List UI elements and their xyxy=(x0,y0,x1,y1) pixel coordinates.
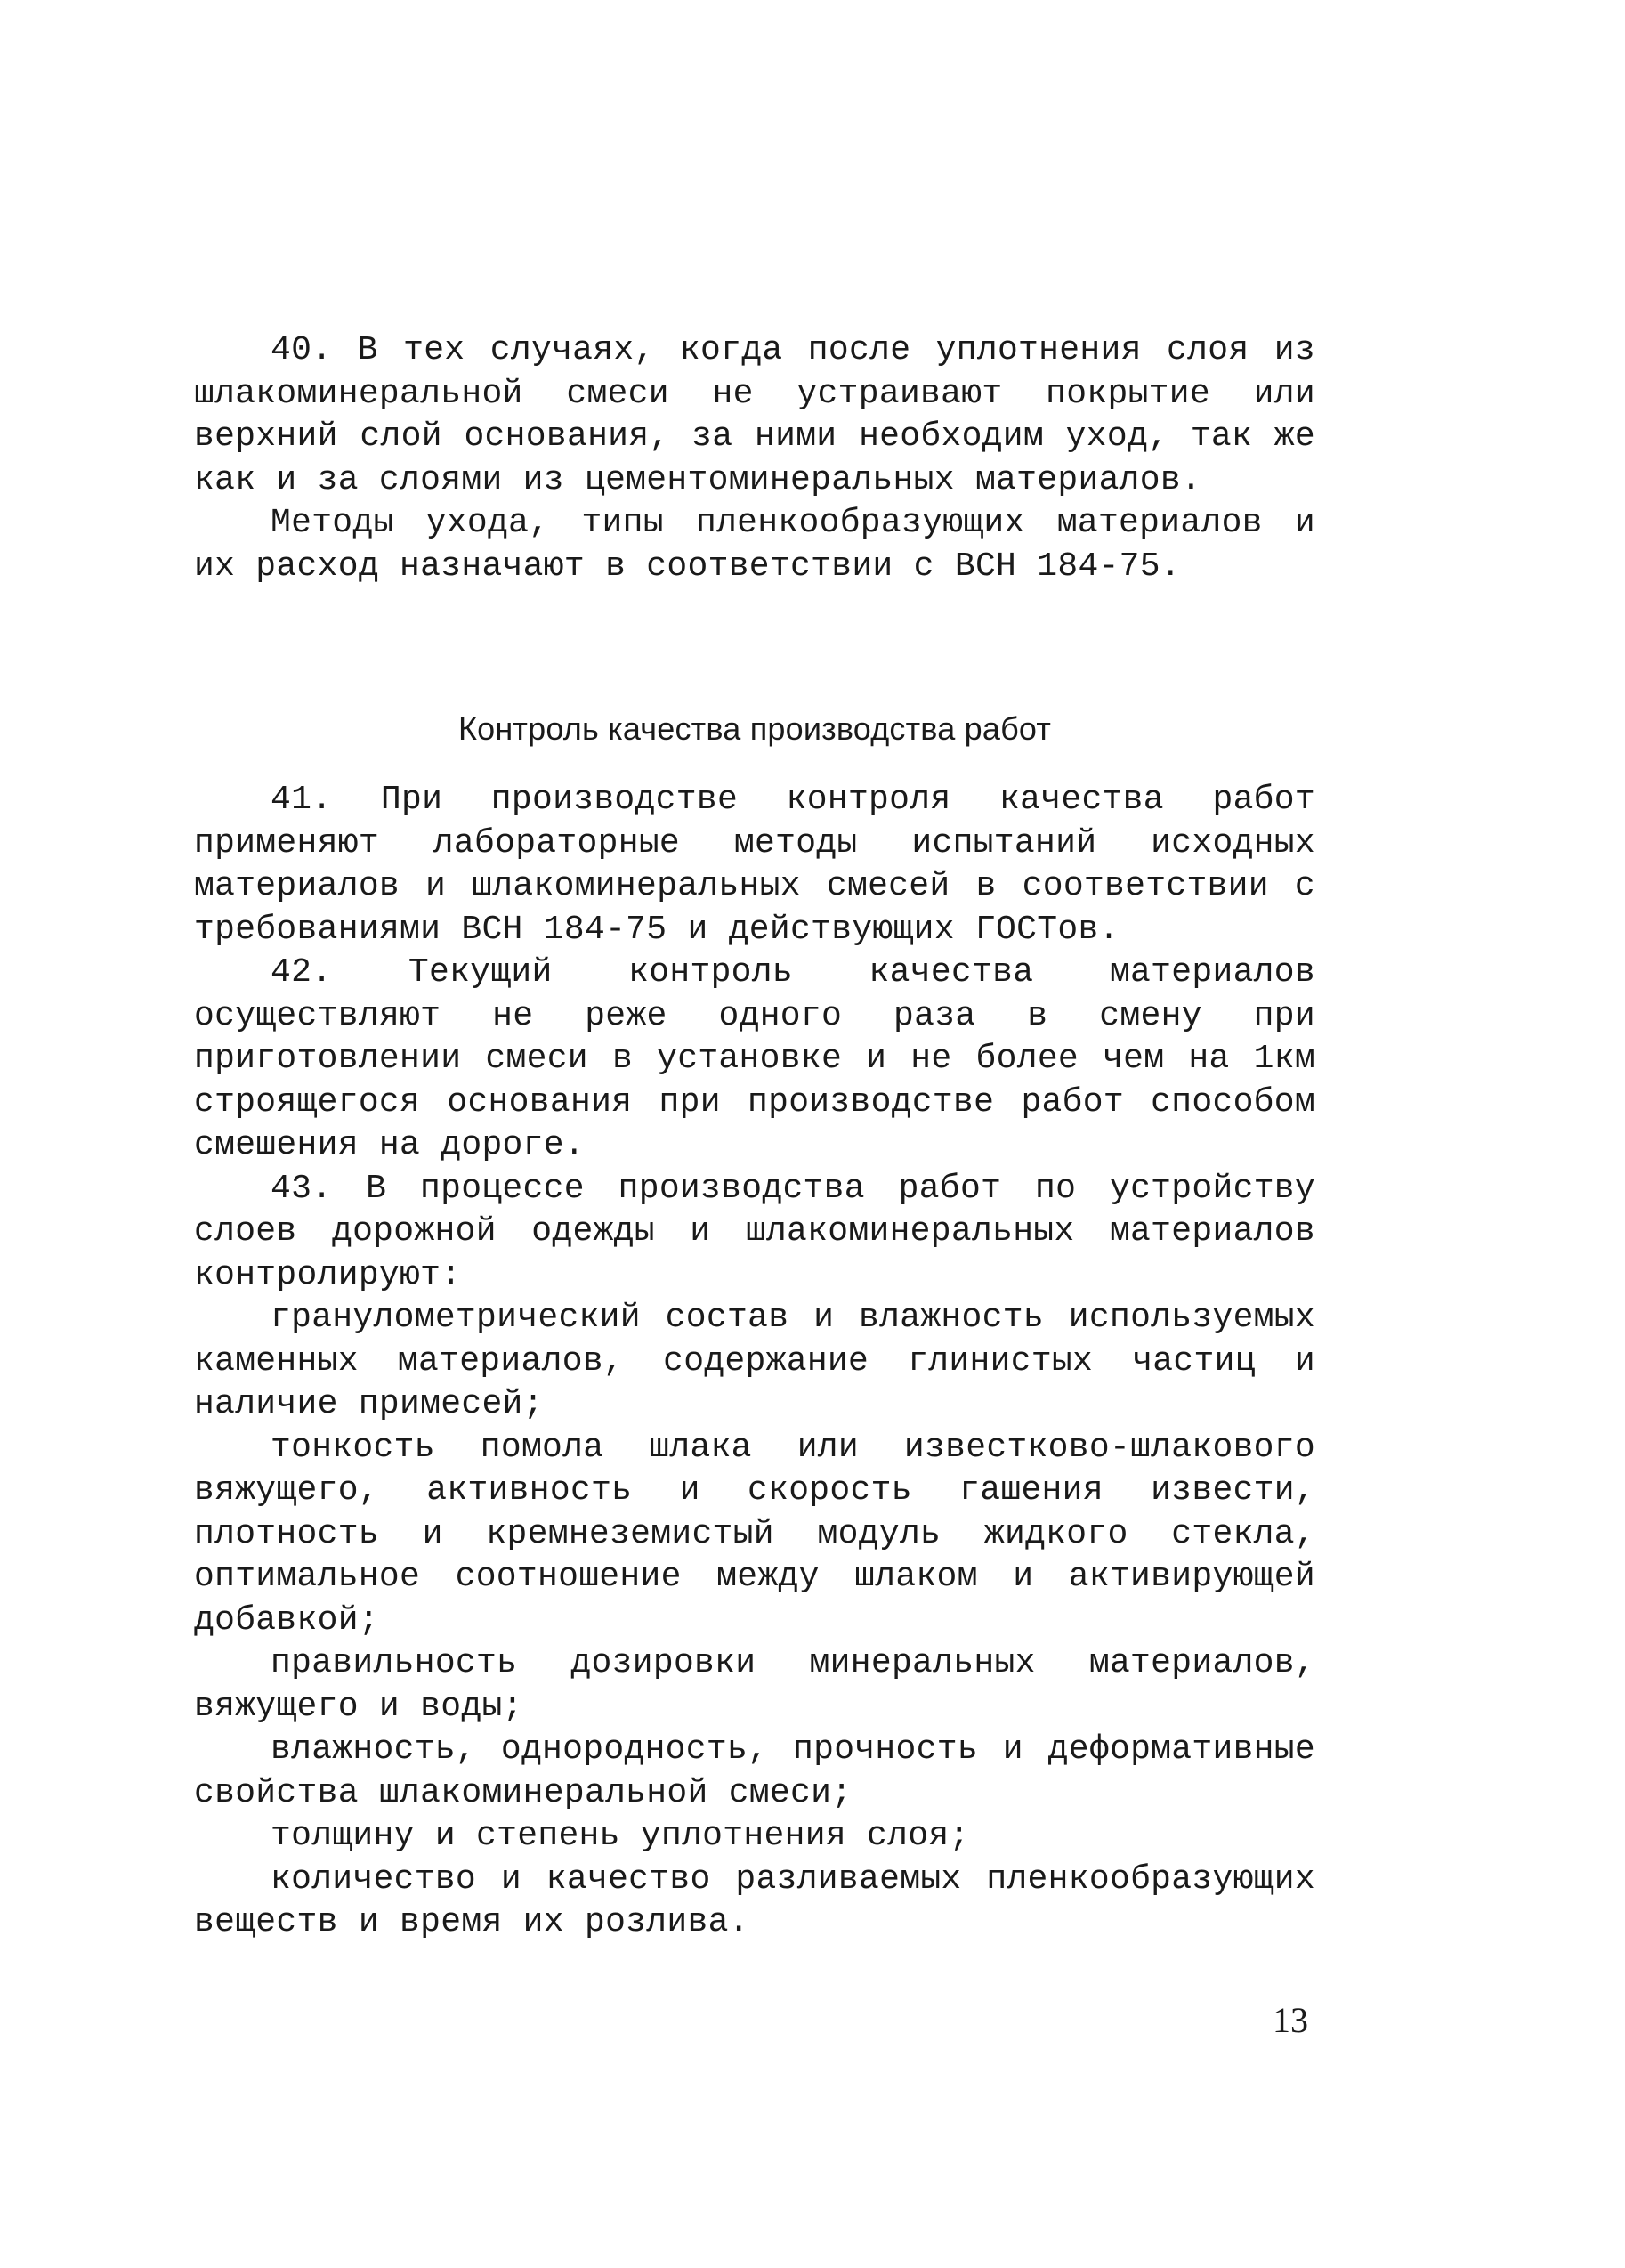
paragraph-40: 40. В тех случаях, когда после уплотнения слоя из шлакоминеральной смеси не устраивают покрытие или верхний слой основания, за ними необходим уход, так же как и за слоями из цементоминеральных материалов. xyxy=(194,331,1315,499)
list-item-slag-fineness: тонкость помола шлака или известково-шлакового вяжущего, активность и скорость гашения извести, плотность и кремнеземистый модуль жидкого стекла, оптимальное соотношение между шлаком и активирующей добавкой; xyxy=(194,1428,1315,1640)
list-item-dosing: правильность дозировки минеральных материалов, вяжущего и воды; xyxy=(194,1644,1315,1726)
paragraph-block-top xyxy=(194,329,1315,588)
list-item-mix-properties: влажность, однородность, прочность и деформативные свойства шлакоминеральной смеси; xyxy=(194,1730,1315,1812)
paragraph-block-bottom xyxy=(194,779,1315,1945)
paragraph-43: 43. В процессе производства работ по устройству слоев дорожной одежды и шлакоминеральных материалов контролируют: xyxy=(194,1169,1315,1294)
paragraph-40-methods: Методы ухода, типы пленкообразующих материалов и их расход назначают в соответствии с ВСН 184-75. xyxy=(194,504,1315,586)
page-number: 13 xyxy=(1273,2000,1308,2040)
paragraph-42: 42. Текущий контроль качества материалов осуществляют не реже одного раза в смену при приготовлении смеси в установке и не более чем на 1км строящегося основания при производстве работ способом смешения на дороге. xyxy=(194,953,1315,1164)
list-item-layer-thickness: толщину и степень уплотнения слоя; xyxy=(271,1817,970,1855)
list-item-film-substances: количество и качество разливаемых пленкообразующих веществ и время их розлива. xyxy=(194,1859,1315,1941)
list-item-grain-composition: гранулометрический состав и влажность используемых каменных материалов, содержание глинистых частиц и наличие примесей; xyxy=(194,1299,1315,1423)
paragraph-41: 41. При производстве контроля качества работ применяют лабораторные методы испытаний исходных материалов и шлакоминеральных смесей в соответствии с требованиями ВСН 184-75 и действующих ГОСТов. xyxy=(194,781,1315,949)
section-heading: Контроль качества производства работ xyxy=(457,710,1052,747)
